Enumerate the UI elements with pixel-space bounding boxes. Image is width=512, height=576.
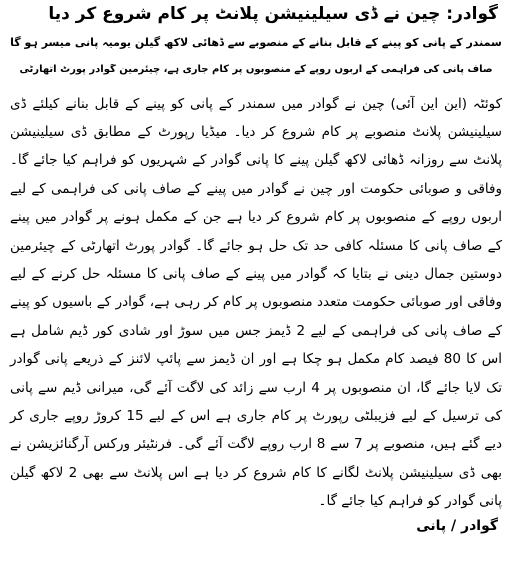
article-body: کوئٹہ (این این آئی) چین نے گوادر میں سمندر کے پانی کو پینے کے قابل بنانے کیلئے ڈی سیلینیشن پلانٹ منصوبے پر کام شروع کر دیا۔ میڈیا رپورٹ کے مطابق ڈی سیلینیشن پلانٹ سے روزانہ ڈھائی لاکھ گیلن پینے کا پانی گوادر کے شہریوں کو فراہم کیا جائے گا۔ وفاقی و صوبائی حکومت اور چین نے گوادر میں پینے کے صاف پانی کی فراہمی کے لیے اربوں روپے کے منصوبوں پر کام شروع کر دیا ہے جن کے مکمل ہونے پر گوادر میں پینے کے صاف پانی کا مسئلہ کافی حد تک حل ہو جائے گا۔ گوادر پورٹ اتھارٹی کے چیئرمین دوستین جمال دینی نے بتایا کہ گوادر میں پینے کے صاف پانی کا مسئلہ حل کرنے کے لیے وفاقی اور صوبائی حکومت متعدد منصوبوں پر کام کر رہی ہے، گوادر کے باسیوں کو پینے کے صاف پانی کی فراہمی کے لیے 2 ڈیمز جس میں سوڑ اور شادی کور ڈیم شامل ہے اس کا 80 فیصد کام مکمل ہو چکا ہے اور ان ڈیمز سے پائپ لائنز کے ذریعے پانی گوادر تک لایا جائے گا، ان منصوبوں پر 4 ارب سے زائد کی لاگت آئے گی، میرانی ڈیم سے پانی کی ترسیل کے لیے فزیبلٹی رپورٹ پر کام جاری ہے اس کے لیے 15 کروڑ روپے جاری کر دیے گئے ہیں، منصوبے پر 7 سے 8 ارب روپے لاگت آئے گی۔ فرنٹیئر ورکس آرگنائزیشن نے بھی ڈی سیلینیشن پلانٹ لگانے کا کام شروع کر دیا ہے اس پلانٹ سے بھی 2 لاکھ گیلن پانی گوادر کو فراہم کیا جائے گا۔ xyxy=(10,95,502,510)
headline-main: گوادر: چین نے ڈی سیلینیشن پلانٹ پر کام شروع کر دیا xyxy=(48,4,498,24)
headline-sub-2: صاف پانی کی فراہمی کے اربوں روپے کے منصوبوں پر کام جاری ہے، چیئرمین گوادر پورٹ اتھارٹی xyxy=(19,63,493,75)
dateline: گوادر / پانی xyxy=(416,517,498,534)
headline-sub-1: سمندر کے پانی کو پینے کے قابل بنانے کے منصوبے سے ڈھائی لاکھ گیلن یومیہ پانی میسر ہو گا xyxy=(10,36,502,50)
